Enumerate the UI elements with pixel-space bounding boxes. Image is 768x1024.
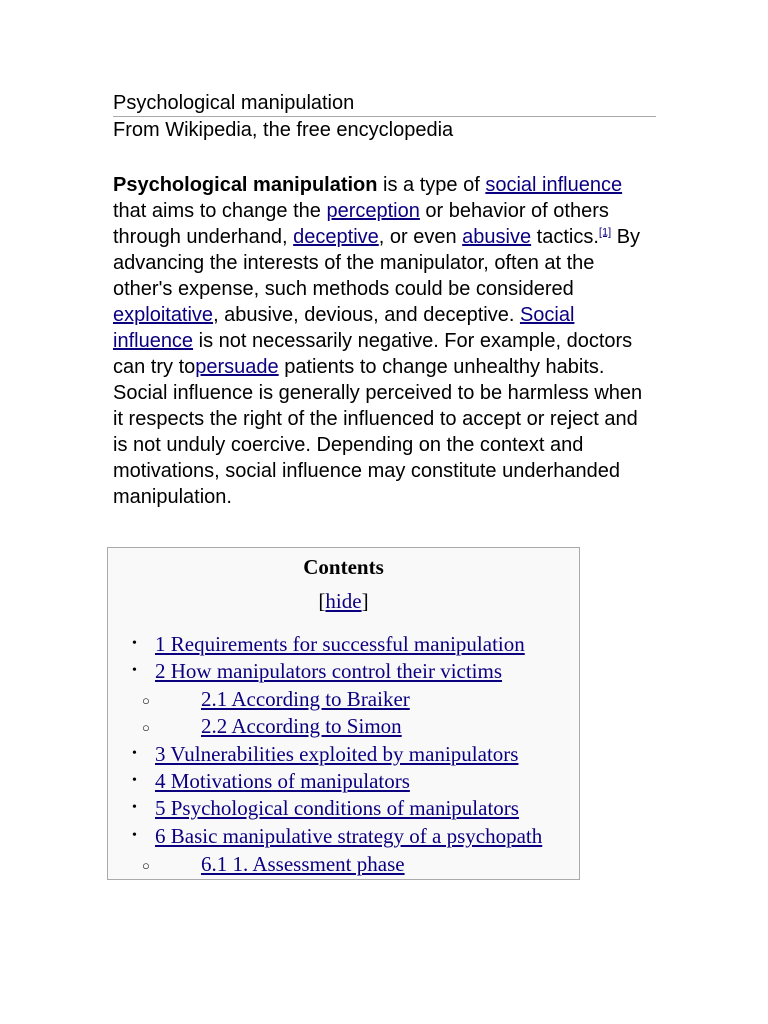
text-run: By advancing the interests of the manipulator, often at the other's expense, such methods could be considered — [113, 226, 641, 300]
bullet-icon: • — [132, 636, 137, 651]
text-run: is not necessarily negative. For example, doctors can try to — [113, 330, 633, 378]
toc-link[interactable]: 1 Requirements for successful manipulation — [155, 632, 525, 656]
toc-link[interactable]: 2 How manipulators control their victims — [155, 659, 503, 683]
toc-link[interactable]: 6 Basic manipulative strategy of a psychopath — [155, 824, 543, 848]
site-tagline: From Wikipedia, the free encyclopedia — [113, 119, 454, 141]
toc-link[interactable]: 2.2 According to Simon — [201, 714, 402, 738]
toc-title: Contents — [303, 555, 384, 579]
link-social-influence[interactable]: social influence — [485, 174, 623, 196]
bullet-icon: • — [132, 746, 137, 761]
circle-bullet-icon: ○ — [142, 858, 150, 873]
toc-bracket-open: [ — [318, 589, 326, 613]
link-deceptive[interactable]: deceptive — [293, 226, 379, 248]
lead-term: Psychological manipulation — [113, 174, 378, 196]
link-abusive[interactable]: abusive — [462, 226, 532, 248]
link-exploitative[interactable]: exploitative — [113, 304, 214, 326]
text-run: , abusive, devious, and deceptive. — [213, 304, 520, 326]
toc-link[interactable]: 6.1 1. Assessment phase — [201, 852, 405, 876]
text-run: that aims to change the — [113, 200, 327, 222]
circle-bullet-icon: ○ — [142, 720, 150, 735]
bullet-icon: • — [132, 773, 137, 788]
article-lead-paragraph — [113, 172, 656, 510]
link-social-influence-2[interactable]: Social influence — [113, 304, 575, 352]
page-title: Psychological manipulation — [113, 90, 656, 117]
text-run: tactics. — [531, 226, 599, 248]
bullet-icon: • — [132, 828, 137, 843]
toc-toggle — [108, 588, 579, 614]
table-of-contents — [107, 547, 580, 880]
bullet-icon: • — [132, 800, 137, 815]
article-page — [113, 90, 656, 510]
text-run: or behavior of others through underhand, — [113, 200, 609, 248]
text-run: is a type of — [377, 174, 486, 196]
toc-link[interactable]: 3 Vulnerabilities exploited by manipulators — [155, 742, 519, 766]
text-run: patients to change unhealthy habits. Social influence is generally perceived to be harmless when it respects the right of the influenced to accept or reject and is not unduly coercive. Depending on the context and motivations, social influence may constitute underhanded manipulation. — [113, 356, 643, 508]
toc-link[interactable]: 4 Motivations of manipulators — [155, 769, 410, 793]
link-persuade[interactable]: persuade — [195, 356, 279, 378]
toc-link[interactable]: 5 Psychological conditions of manipulators — [155, 796, 519, 820]
circle-bullet-icon: ○ — [142, 693, 150, 708]
bullet-icon: • — [132, 663, 137, 678]
toc-link[interactable]: 2.1 According to Braiker — [201, 687, 410, 711]
link-perception[interactable]: perception — [326, 200, 420, 222]
text-run: , or even — [378, 226, 463, 248]
toc-bracket-close: ] — [361, 589, 369, 613]
citation-ref-1[interactable]: [1] — [598, 226, 612, 239]
toc-hide-link[interactable]: hide — [325, 589, 362, 613]
